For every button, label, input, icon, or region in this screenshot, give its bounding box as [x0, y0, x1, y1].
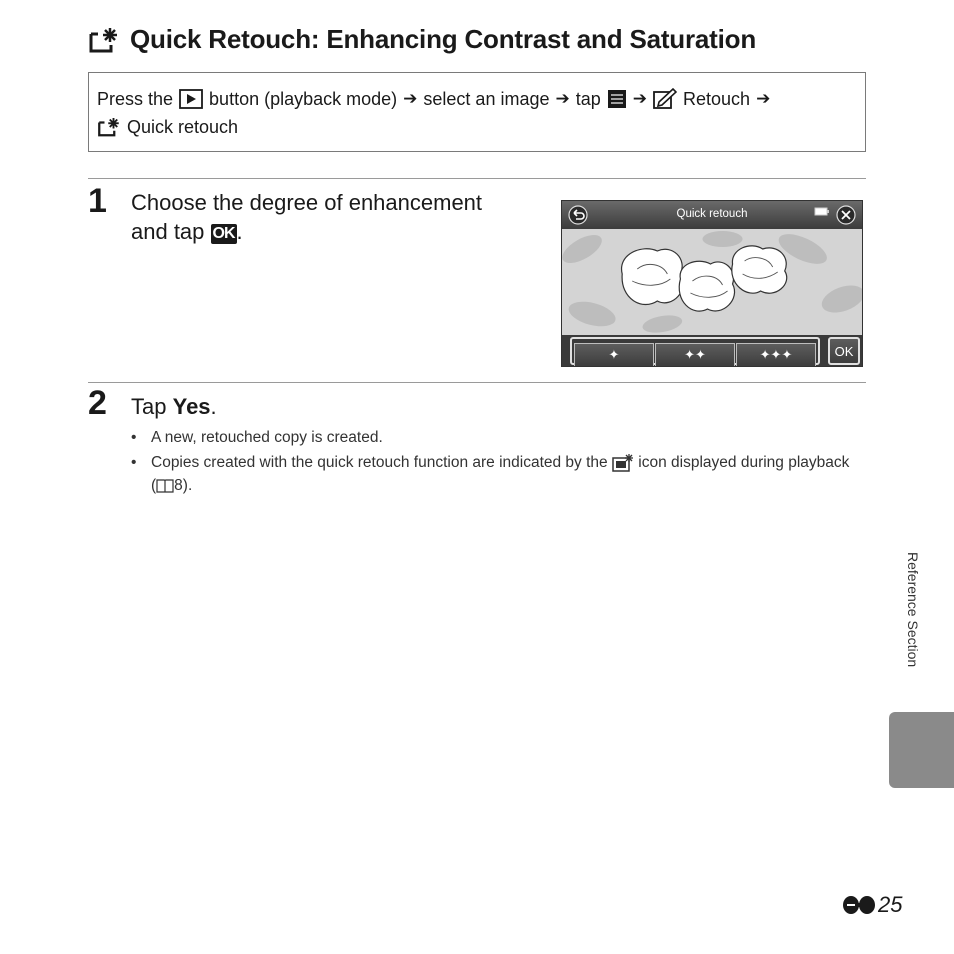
step-1-line1: Choose the degree of enhancement	[131, 190, 483, 215]
arrow-icon: ➔	[632, 89, 648, 108]
bullet-2-text-a: Copies created with the quick retouch function are indicated by the	[151, 454, 608, 471]
divider	[88, 178, 866, 179]
page-number	[842, 892, 902, 918]
level-normal-button[interactable]: ✦✦	[655, 343, 735, 367]
quick-retouch-icon	[88, 26, 120, 54]
list-item	[131, 426, 851, 449]
quick-retouch-icon	[97, 116, 121, 138]
level-low-button[interactable]: ✦	[574, 343, 654, 367]
page-title	[88, 24, 756, 55]
reference-section-icon	[842, 894, 876, 916]
enhancement-controls	[562, 335, 862, 367]
screen-title-bar	[562, 201, 862, 229]
ok-icon: OK	[212, 225, 235, 242]
bullet-2-text-b: icon displayed during playback (	[151, 454, 850, 494]
nav-tap-text: tap	[575, 89, 601, 109]
enhancement-level-selector	[570, 337, 820, 365]
step-1-text	[131, 188, 531, 246]
bullet-2-page-ref: 8).	[174, 477, 193, 494]
preview-image	[562, 229, 862, 335]
divider	[88, 382, 866, 383]
close-icon[interactable]	[836, 205, 856, 225]
yes-option: Yes	[172, 394, 211, 419]
nav-button-text: button (playback mode)	[209, 89, 398, 109]
nav-quick-retouch-text: Quick retouch	[127, 117, 239, 137]
level-high-button[interactable]: ✦✦✦	[736, 343, 816, 367]
nav-select-text: select an image	[423, 89, 550, 109]
playback-button-icon	[179, 89, 203, 109]
step-1-line2: and tap	[131, 219, 205, 244]
nav-press-text: Press the	[97, 89, 174, 109]
step-number: 1	[88, 182, 107, 220]
retouch-icon	[653, 88, 677, 110]
section-tab	[889, 712, 954, 788]
navigation-path	[88, 72, 866, 152]
book-icon	[156, 478, 174, 493]
arrow-icon: ➔	[403, 89, 418, 108]
arrow-icon: ➔	[555, 89, 570, 108]
step-number: 2	[88, 384, 107, 422]
retouched-image-icon	[612, 454, 634, 472]
step-2-period: .	[210, 394, 217, 419]
battery-icon	[814, 207, 830, 217]
ok-button[interactable]: OK	[828, 337, 860, 365]
list-item	[131, 451, 851, 497]
title-text: Quick Retouch: Enhancing Contrast and Saturation	[130, 24, 757, 54]
section-label: Reference Section	[905, 552, 921, 668]
arrow-icon: ➔	[756, 89, 771, 108]
step-2-text	[131, 392, 217, 421]
camera-screen	[561, 200, 863, 367]
step-2-notes	[131, 426, 851, 499]
nav-retouch-text: Retouch	[683, 89, 751, 109]
bullet-1-text: A new, retouched copy is created.	[151, 429, 383, 446]
menu-icon	[607, 89, 627, 109]
screen-title: Quick retouch	[676, 208, 748, 220]
step-1-period: .	[236, 219, 243, 244]
page-number-value: 25	[878, 892, 903, 917]
step-2-prefix: Tap	[131, 394, 167, 419]
